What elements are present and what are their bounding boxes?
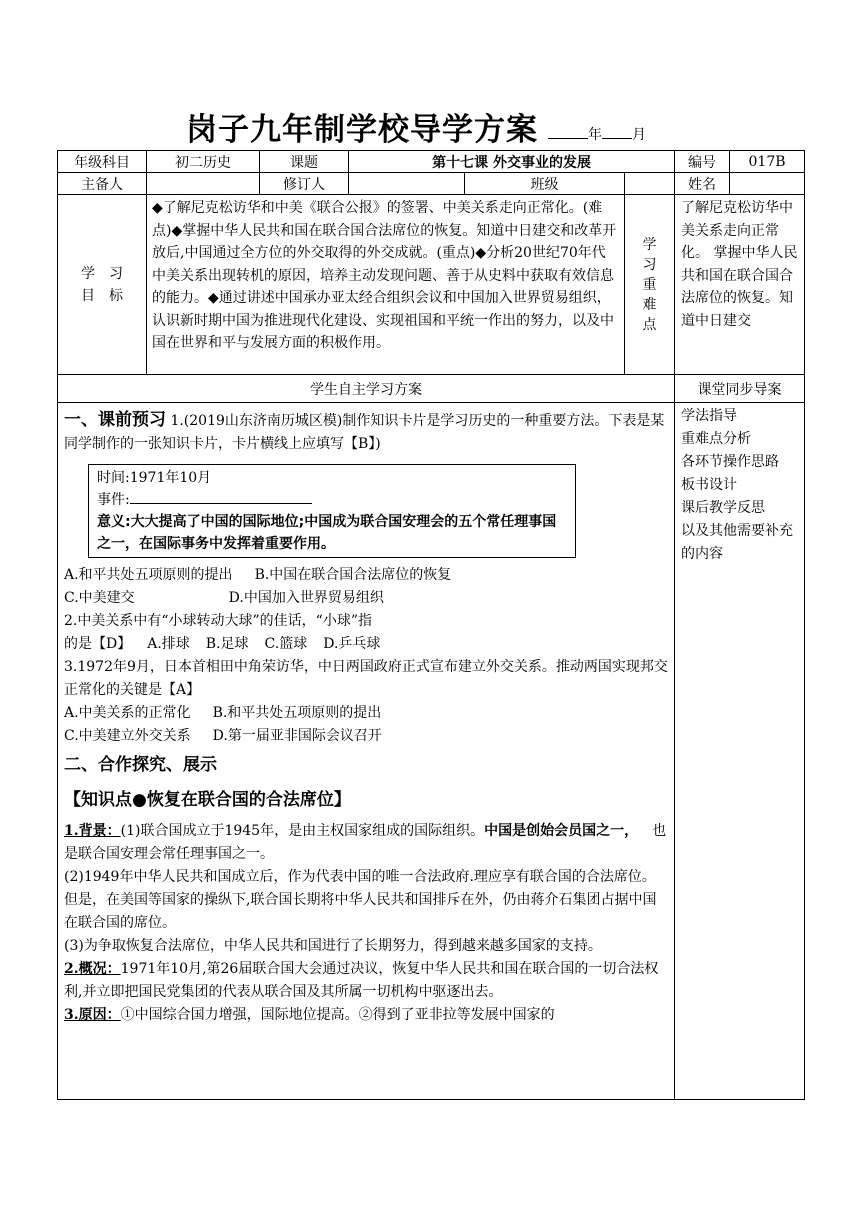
class-label: 班级 <box>465 173 625 195</box>
author-field[interactable] <box>147 173 260 195</box>
subject-value: 初二历史 <box>147 151 260 173</box>
reviser-field[interactable] <box>349 173 465 195</box>
topic-value: 第十七课 外交事业的发展 <box>349 151 675 173</box>
q1-options-row-2 <box>64 587 668 610</box>
q1-option-b: B.中国在联合国合法席位的恢复 <box>254 567 452 583</box>
keypoints-label: 学习重难点 <box>625 195 675 375</box>
preview-q1 <box>64 409 668 456</box>
lesson-plan-table <box>57 150 805 1100</box>
explore-heading: 二、合作探究、展示 <box>64 755 217 775</box>
card-event-blank[interactable] <box>130 489 312 504</box>
content-row <box>58 403 805 1100</box>
sidebar-item-board: 板书设计 <box>681 477 738 493</box>
background-1: 1.背景：(1)联合国成立于1945年，是由主权国家组成的国际组织。中国是创始会员国之一， 也是联合国安理会常任理事国之一。 <box>64 823 667 862</box>
q1-option-d: D.中国加入世界贸易组织 <box>228 590 384 606</box>
year-blank[interactable] <box>548 124 588 139</box>
card-time: 时间:1971年10月 <box>97 470 212 486</box>
date-line <box>548 120 646 150</box>
class-guide-header: 课堂同步导案 <box>675 375 805 403</box>
student-content-cell <box>58 403 675 1100</box>
month-label: 月 <box>632 127 646 143</box>
q3-option-c: C.中美建立外交关系 <box>64 728 191 744</box>
q3-option-b: B.和平共处五项原则的提出 <box>212 705 382 721</box>
knowledge-card <box>88 464 576 558</box>
q3-text: 3.1972年9月，日本首相田中角荣访华，中日两国政府正式宣布建立外交关系。推动两国实现邦交正常化的关键是【A】 <box>64 659 668 698</box>
card-event: 事件: <box>97 492 130 508</box>
name-label: 姓名 <box>675 173 730 195</box>
q3-option-d: D.第一届亚非国际会议召开 <box>212 728 382 744</box>
sidebar-item-reflection: 课后教学反思 <box>681 500 766 516</box>
section-header-row <box>58 375 805 403</box>
document-title: 岗子九年制学校导学方案 <box>186 112 538 148</box>
sidebar-item-method: 学法指导 <box>681 408 738 424</box>
class-field[interactable] <box>625 173 675 195</box>
q3-option-a: A.中美关系的正常化 <box>64 705 191 721</box>
q2-option-d: D.乒乓球 <box>323 636 381 652</box>
month-blank[interactable] <box>602 124 632 139</box>
class-guide-cell <box>675 403 805 1100</box>
q2-option-b: B.足球 <box>205 636 249 652</box>
q2-line-1: 2.中美关系中有“小球转动大球”的佳话，“小球”指 <box>64 613 372 629</box>
card-meaning: 意义:大大提高了中国的国际地位;中国成为联合国安理会的五个常任理事国之一，在国际事务中发挥着重要作用。 <box>97 514 557 552</box>
background-3: (3)为争取恢复合法席位，中华人民共和国进行了长期努力，得到越来越多国家的支持。 <box>64 938 602 954</box>
subject-label: 年级科目 <box>58 151 147 173</box>
page-header <box>186 104 746 150</box>
q1-option-a: A.和平共处五项原则的提出 <box>64 567 233 583</box>
topic-label: 课题 <box>260 151 349 173</box>
preview-heading: 一、课前预习 <box>64 410 166 430</box>
number-value: 017B <box>730 151 805 173</box>
background-2: (2)1949年中华人民共和国成立后，作为代表中国的唯一合法政府.理应享有联合国的合法席位。但是，在美国等国家的操纵下,联合国长期将中华人民共和国排斥在外，仍由蒋介石集团占据中国在联合国的席位。 <box>64 869 657 931</box>
name-field[interactable] <box>730 173 805 195</box>
header-row-1 <box>58 151 805 173</box>
goals-row <box>58 195 805 375</box>
student-plan-header: 学生自主学习方案 <box>58 375 675 403</box>
header-row-2 <box>58 173 805 195</box>
overview-label: 2.概况： <box>64 961 121 977</box>
q1-text: 1.(2019山东济南历城区模)制作知识卡片是学习历史的一种重要方法。下表是某同学制作的一张知识卡片，卡片横线上应填写【B】) <box>64 413 665 452</box>
q1-options-row-1 <box>64 564 668 587</box>
q1-option-c: C.中美建交 <box>64 590 135 606</box>
overview: 2.概况：1971年10月,第26届联合国大会通过决议，恢复中华人民共和国在联合国的一切合法权利,并立即把国民党集团的代表从联合国及其所属一切机构中驱逐出去。 <box>64 961 659 1000</box>
goals-text: ◆了解尼克松访华和中美《联合公报》的签署、中美关系走向正常化。(难点)◆掌握中华人民共和国在联合国合法席位的恢复。知道中日建交和改革开放后,中国通过全方位的外交取得的外交成就。(重点)◆分析20世纪70年代中美关系出现转机的原因，培养主动发现问题、善于从史料中获取有效信息的能力。◆通过讲述中国承办亚太经合组织会议和中国加入世界贸易组织，认识新时期中国为推进现代化建设、实现祖国和平统一作出的努力，以及中国在世界和平与发展方面的积极作用。 <box>147 195 625 375</box>
q2-line-2: 的是【D】 A.排球 B.足球 C.篮球 D.乒乓球 <box>64 636 381 652</box>
keypoints-text: 了解尼克松访华中美关系走向正常化。 掌握中华人民共和国在联合国合法席位的恢复。知道中日建交 <box>675 195 805 375</box>
background-label: 1.背景： <box>64 823 121 839</box>
card-event-line <box>97 489 567 511</box>
reviser-label: 修订人 <box>260 173 349 195</box>
sidebar-item-analysis: 重难点分析 <box>681 431 752 447</box>
goals-label: 学 习 目 标 <box>58 195 147 375</box>
reasons: 3.原因：①中国综合国力增强，国际地位提高。②得到了亚非拉等发展中国家的 <box>64 1007 555 1023</box>
reasons-label: 3.原因： <box>64 1007 121 1023</box>
knowledge-point-heading: 【知识点●恢复在联合国的合法席位】 <box>64 790 351 810</box>
q3-options-row-2 <box>64 725 668 748</box>
number-label: 编号 <box>675 151 730 173</box>
q2-option-a: A.排球 <box>147 636 190 652</box>
sidebar-item-steps: 各环节操作思路 <box>681 454 780 470</box>
year-label: 年 <box>588 127 602 143</box>
author-label: 主备人 <box>58 173 147 195</box>
sidebar-item-other: 以及其他需要补充的内容 <box>681 523 794 562</box>
student-content <box>58 403 674 1099</box>
q3-options-row-1 <box>64 702 668 725</box>
q2-option-c: C.篮球 <box>264 636 308 652</box>
